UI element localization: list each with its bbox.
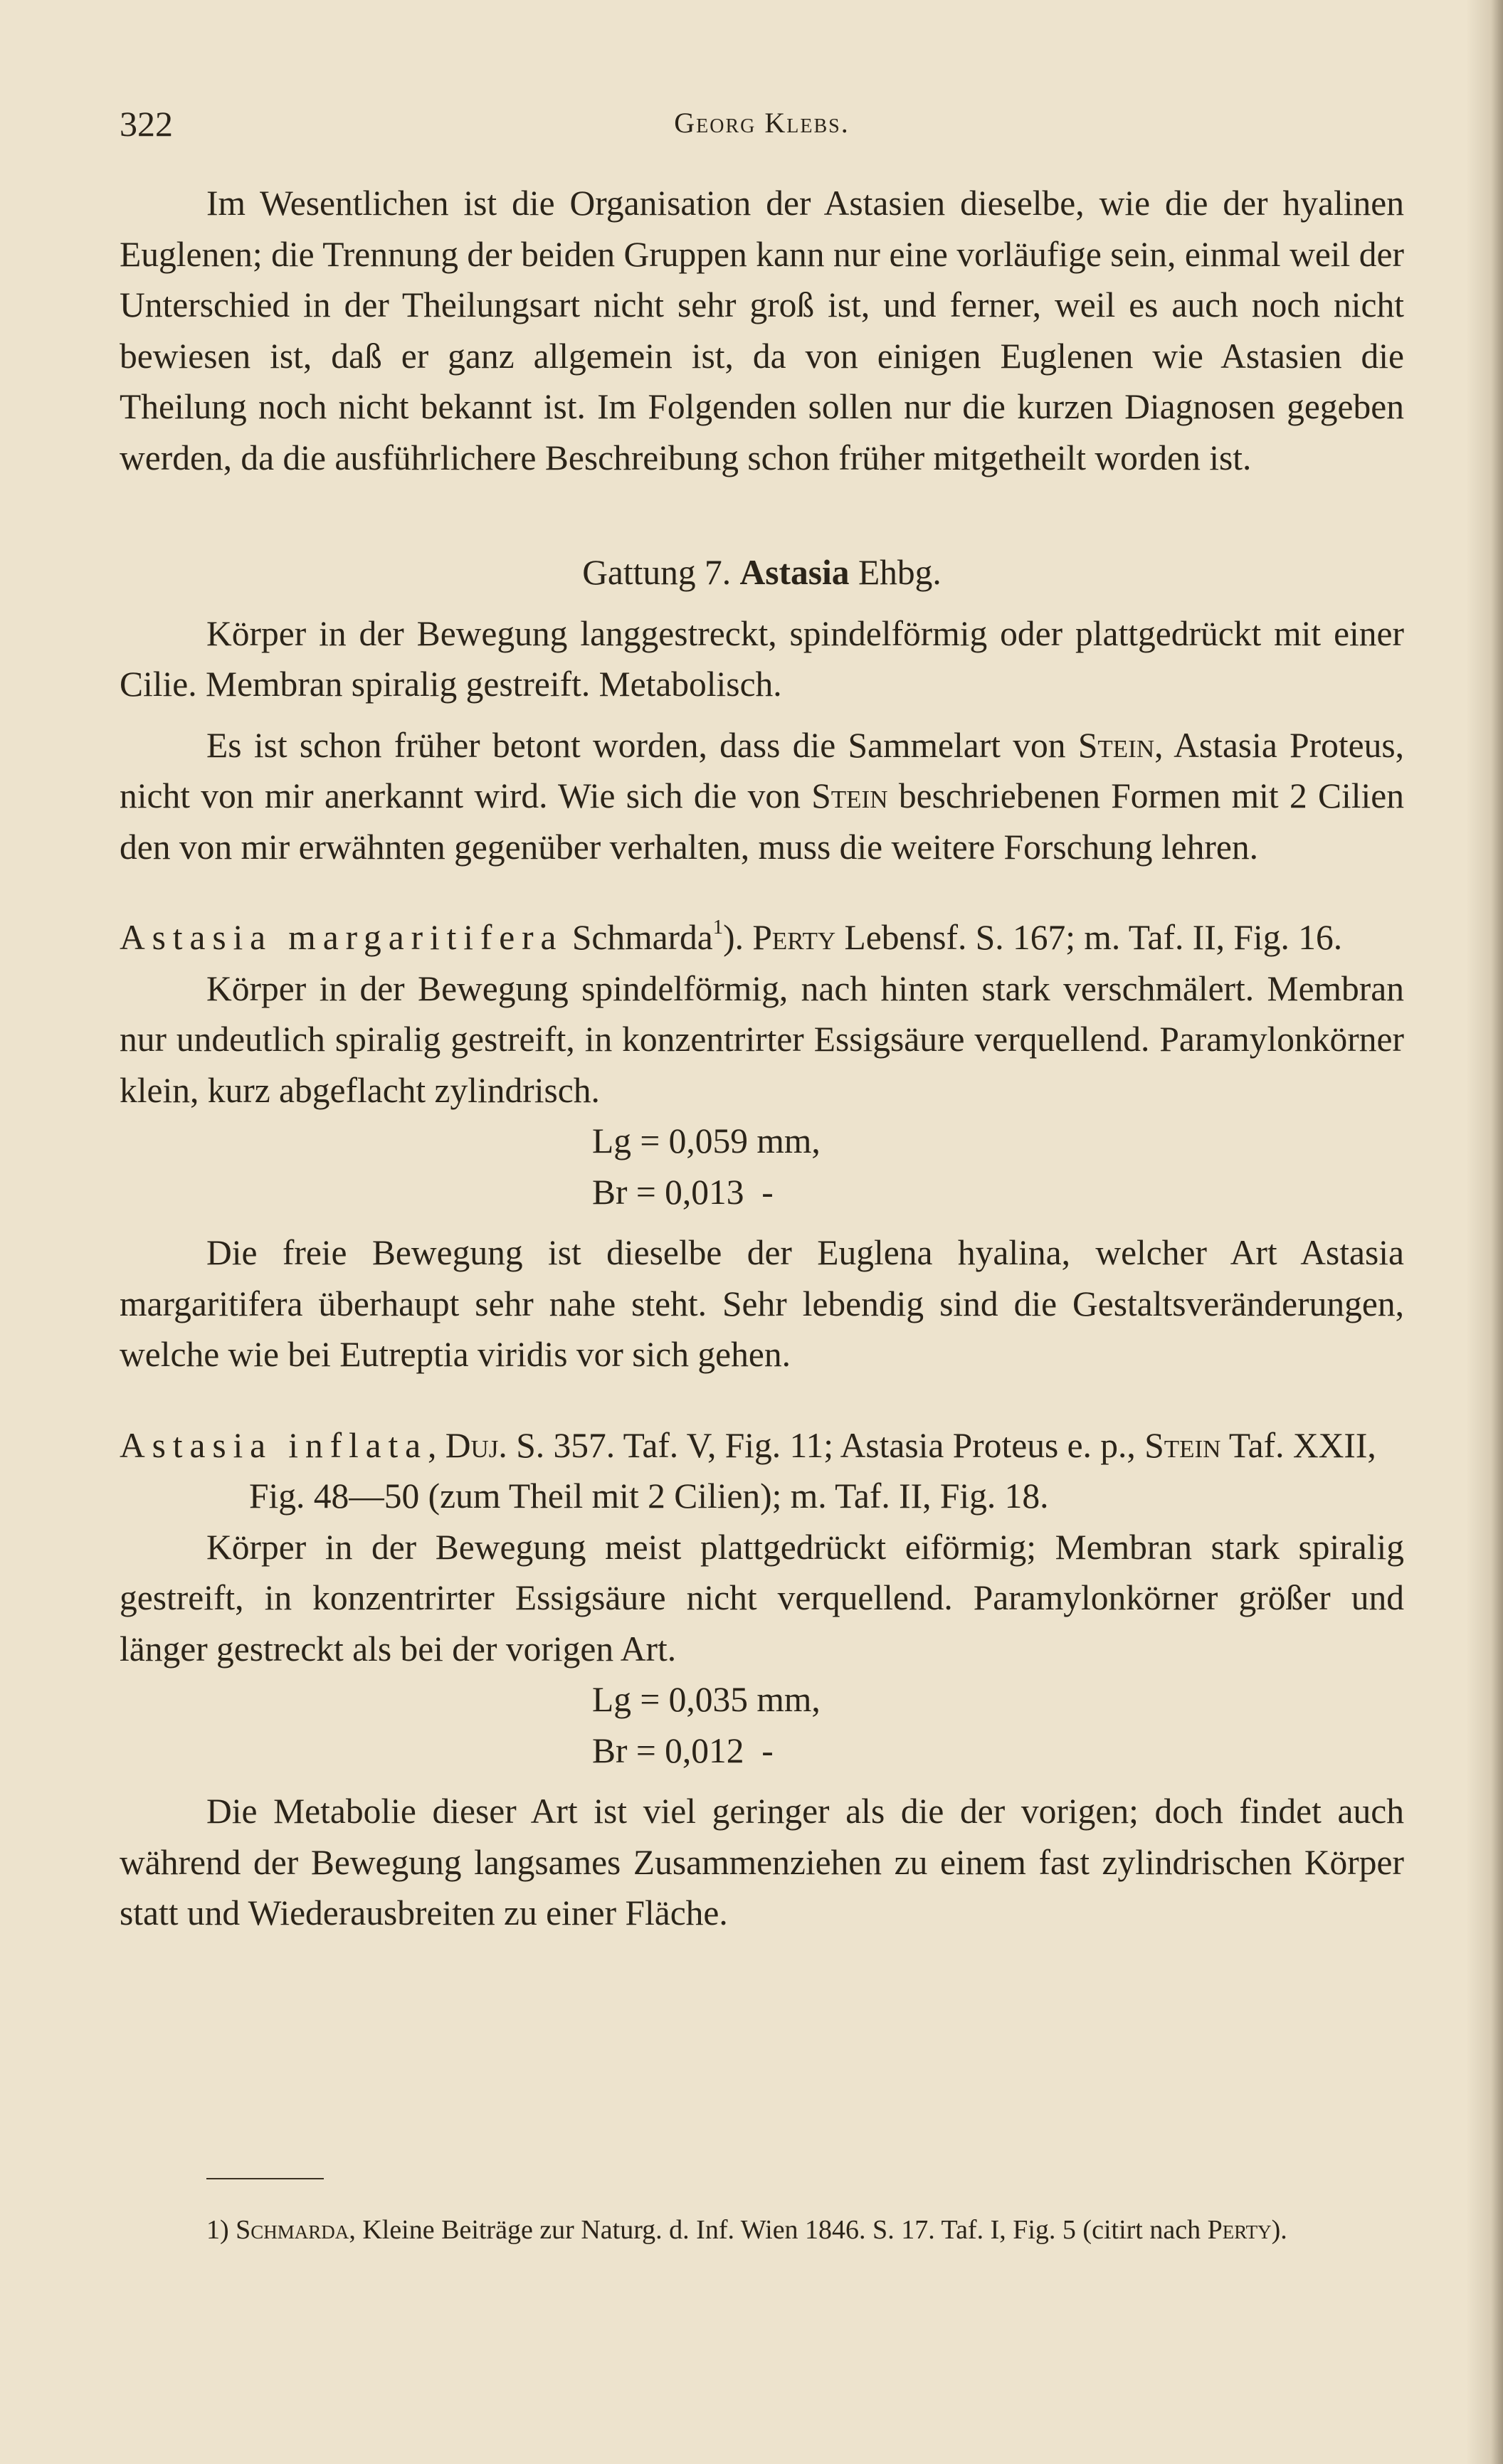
page-number: 322 bbox=[120, 104, 173, 144]
genus-note-a: Es ist schon früher betont worden, dass die Sammelart von bbox=[206, 725, 1066, 765]
author-perty: Perty bbox=[752, 918, 836, 957]
genus-diagnosis: Körper in der Bewegung langgestreckt, spindelförmig oder plattgedrückt mit einer Cilie. Membran spiralig gestreift. Metabolisch. bbox=[120, 613, 1404, 704]
species-author: Schmarda bbox=[571, 918, 713, 957]
running-title: Georg Klebs. bbox=[674, 107, 850, 139]
species-heading-inflata bbox=[120, 1420, 1404, 1522]
length-measure: Lg = 0,035 mm, bbox=[592, 1680, 821, 1719]
breadth-measure: Br = 0,012 - bbox=[592, 1730, 774, 1770]
footnote-marker: 1 bbox=[712, 916, 724, 939]
main-text bbox=[120, 178, 1404, 1939]
footnote-body: , Kleine Beiträge zur Naturg. d. Inf. Wien 1846. S. 17. Taf. I, Fig. 5 (citirt nach bbox=[349, 2215, 1201, 2245]
genus-author: Ehbg. bbox=[858, 553, 942, 592]
genus-name: Astasia bbox=[739, 553, 850, 592]
species-name: Astasia inflata bbox=[120, 1425, 428, 1465]
author-stein: Stein bbox=[1077, 725, 1155, 765]
intro-paragraph: Im Wesentlichen ist die Organisation der Astasien dieselbe, wie die der hyalinen Euglenen; die Trennung der beiden Gruppen kann nur eine vorläufige sein, einmal weil der Unterschied in der Theilungsart nicht sehr groß ist, und ferner, weil es auch noch nicht bewiesen ist, daß er ganz allgemein ist, da von einigen Euglenen wie Astasien die Theilung noch nicht bekannt ist. Im Folgenden sollen nur die kurzen Diagnosen gegeben werden, da die ausführlichere Beschreibung schon früher mitgetheilt worden ist. bbox=[120, 184, 1404, 477]
species-name: Astasia margaritifera bbox=[120, 918, 564, 957]
author-stein: Stein bbox=[1144, 1425, 1221, 1465]
author-stein: Stein bbox=[811, 776, 888, 815]
breadth-measure: Br = 0,013 - bbox=[592, 1172, 774, 1212]
genus-heading-prefix: Gattung 7. bbox=[582, 553, 732, 592]
footnote bbox=[120, 2209, 1404, 2251]
footnote-text bbox=[120, 2209, 1404, 2251]
separator: , bbox=[428, 1425, 437, 1465]
species-remark: Die freie Bewegung ist dieselbe der Euglena hyalina, welcher Art Astasia margaritifera überhaupt sehr nahe steht. Sehr lebendig sind die Gestaltsveränderungen, welche wie bei Eutreptia viridis vor sich gehen. bbox=[120, 1233, 1404, 1374]
genus-note bbox=[120, 720, 1404, 873]
author-schmarda: Schmarda bbox=[236, 2215, 349, 2245]
reference-text: ). bbox=[723, 918, 744, 957]
reference-text: Taf. XXII, Fig. 48—50 (zum Theil mit 2 Cilien); m. Taf. II, Fig. 18. bbox=[249, 1425, 1376, 1516]
reference-text: S. 357. Taf. V, Fig. 11; Astasia Proteus e. p., bbox=[516, 1425, 1136, 1465]
genus-heading bbox=[120, 547, 1404, 598]
species-heading-margaritifera bbox=[120, 912, 1404, 963]
author-perty: Perty bbox=[1207, 2215, 1272, 2245]
footnote-divider bbox=[206, 2178, 324, 2179]
footnote-mark: 1) bbox=[206, 2215, 229, 2245]
length-measure: Lg = 0,059 mm, bbox=[592, 1121, 821, 1160]
page-header bbox=[120, 103, 1404, 153]
reference-text: Lebensf. S. 167; m. Taf. II, Fig. 16. bbox=[844, 918, 1343, 957]
genus-note-c: beschriebenen Formen mit 2 Cilien den von mir erwähnten gegenüber verhalten, muss die weitere Forschung lehren. bbox=[120, 776, 1405, 867]
author-dujardin: Duj. bbox=[445, 1425, 507, 1465]
footnote-end: ). bbox=[1271, 2215, 1287, 2245]
genus-note-b: , Astasia Proteus, nicht von mir anerkannt wird. Wie sich die von bbox=[120, 725, 1404, 815]
species-diagnosis: Körper in der Bewegung spindelförmig, nach hinten stark verschmälert. Membran nur undeutlich spiralig gestreift, in konzentrirter Essigsäure verquellend. Paramylonkörner klein, kurz abgeflacht zylindrisch. bbox=[120, 968, 1404, 1110]
species-remark: Die Metabolie dieser Art ist viel geringer als die der vorigen; doch findet auch während der Bewegung langsames Zusammenziehen zu einem fast zylindrischen Körper statt und Wiederausbreiten zu einer Fläche. bbox=[120, 1792, 1404, 1932]
species-diagnosis: Körper in der Bewegung meist plattgedrückt eiförmig; Membran stark spiralig gestreift, in konzentrirter Essigsäure nicht verquellend. Paramylonkörner größer und länger gestreckt als bei der vorigen Art. bbox=[120, 1527, 1404, 1669]
